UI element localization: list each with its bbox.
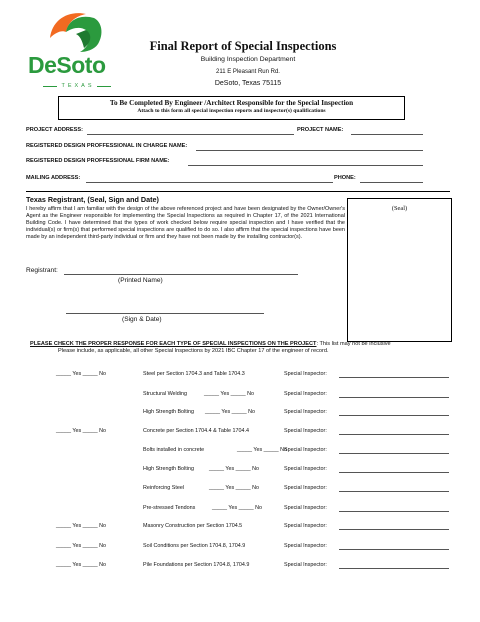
special-inspector-field[interactable] — [339, 397, 449, 398]
inspection-label: Reinforcing Steel — [143, 485, 185, 491]
printed-name-caption: (Printed Name) — [118, 277, 163, 284]
special-inspector-label: Special Inspector: — [284, 485, 327, 491]
seal-label: (Seal) — [391, 205, 408, 212]
special-inspector-field[interactable] — [339, 491, 449, 492]
inspection-sub-yes-no[interactable]: _____ Yes _____ No — [209, 466, 260, 472]
registrant-label: Registrant: — [26, 267, 58, 274]
phone-label: PHONE: — [334, 175, 356, 181]
special-inspector-label: Special Inspector: — [284, 543, 327, 549]
inspection-sub-yes-no[interactable]: _____ Yes _____ No — [209, 485, 260, 491]
inspection-label: Steel per Section 1704.3 and Table 1704.3 — [143, 371, 245, 377]
inspection-label: Masonry Construction per Section 1704.5 — [143, 523, 243, 529]
mailing-address-field[interactable] — [86, 182, 333, 183]
inspection-yes-no[interactable]: _____ Yes _____ No — [56, 543, 107, 549]
inspection-sub-yes-no[interactable]: _____ Yes _____ No — [205, 409, 256, 415]
registered-professional-label: REGISTERED DESIGN PROFFESSIONAL IN CHARGE NAME: — [26, 143, 188, 149]
inspection-yes-no[interactable]: _____ Yes _____ No — [56, 428, 107, 434]
inspection-sub-yes-no[interactable]: _____ Yes _____ No — [212, 505, 263, 511]
special-inspector-field[interactable] — [339, 568, 449, 569]
special-inspector-field[interactable] — [339, 549, 449, 550]
project-name-label: PROJECT NAME: — [297, 127, 344, 133]
registrant-heading: Texas Registrant, (Seal, Sign and Date) — [26, 195, 159, 204]
special-inspector-field[interactable] — [339, 434, 449, 435]
special-inspector-field[interactable] — [339, 529, 449, 530]
department-name: Building Inspection Department — [200, 56, 296, 63]
inspection-label: High Strength Bolting — [143, 409, 194, 415]
inspection-label: Pile Foundations per Section 1704.8, 1704.9 — [143, 562, 250, 568]
address-line1: 211 E Pleasant Run Rd. — [216, 69, 280, 75]
registered-professional-field[interactable] — [196, 150, 423, 151]
special-inspector-field[interactable] — [339, 415, 449, 416]
inspection-label: Concrete per Section 1704.4 & Table 1704.4 — [143, 428, 249, 434]
special-inspector-label: Special Inspector: — [284, 391, 327, 397]
engineer-box-title: To Be Completed By Engineer /Architect Responsible for the Special Inspection — [109, 99, 354, 107]
registered-firm-field[interactable] — [188, 165, 423, 166]
inspection-label: Soil Conditions per Section 1704.8, 1704.9 — [143, 543, 246, 549]
registrant-name-field[interactable] — [64, 274, 298, 275]
special-inspector-label: Special Inspector: — [284, 371, 327, 377]
inspection-sub-yes-no[interactable]: _____ Yes _____ No — [204, 391, 255, 397]
inspection-label: Pre-stressed Tendons — [143, 505, 196, 511]
project-address-field[interactable] — [87, 134, 294, 135]
inspection-label: High Strength Bolting — [143, 466, 194, 472]
logo-wordmark: DeSoto — [28, 52, 106, 78]
signature-field[interactable] — [66, 313, 264, 314]
special-inspector-label: Special Inspector: — [284, 466, 327, 472]
instructions-rest: : This list may not be inclusive — [316, 341, 391, 347]
special-inspector-field[interactable] — [339, 511, 449, 512]
special-inspector-label: Special Inspector: — [284, 562, 327, 568]
engineer-box — [58, 96, 405, 120]
instructions-bold: PLEASE CHECK THE PROPER RESPONSE FOR EACH TYPE OF SPECIAL INSPECTIONS ON THE PROJECT — [30, 341, 317, 347]
instructions-line1 — [30, 341, 391, 347]
inspection-sub-yes-no[interactable]: _____ Yes _____ No — [237, 447, 288, 453]
engineer-box-subtitle: Attach to this form all special inspection reports and inspector(s) qualifications — [137, 108, 326, 114]
special-inspector-field[interactable] — [339, 472, 449, 473]
section-divider — [26, 191, 450, 192]
special-inspector-field[interactable] — [339, 453, 449, 454]
special-inspector-label: Special Inspector: — [284, 523, 327, 529]
page-title: Final Report of Special Inspections — [149, 39, 337, 53]
special-inspector-label: Special Inspector: — [284, 447, 327, 453]
address-line2: DeSoto, Texas 75115 — [214, 80, 282, 87]
sign-date-caption: (Sign & Date) — [122, 316, 162, 323]
registered-firm-label: REGISTERED DESIGN PROFFESSIONAL FIRM NAME: — [26, 158, 170, 164]
inspection-yes-no[interactable]: _____ Yes _____ No — [56, 523, 107, 529]
logo-sub-rule — [32, 82, 122, 90]
special-inspector-field[interactable] — [339, 377, 449, 378]
seal-box — [347, 198, 452, 342]
phone-field[interactable] — [360, 182, 423, 183]
logo-subtext: TEXAS — [61, 83, 95, 89]
inspection-yes-no[interactable]: _____ Yes _____ No — [56, 562, 107, 568]
inspection-label: Bolts installed in concrete — [143, 447, 205, 453]
inspection-label: Structural Welding — [143, 391, 187, 397]
project-address-label: PROJECT ADDRESS: — [26, 127, 83, 133]
mailing-address-label: MAILING ADDRESS: — [26, 175, 81, 181]
inspection-yes-no[interactable]: _____ Yes _____ No — [56, 371, 107, 377]
special-inspector-label: Special Inspector: — [284, 409, 327, 415]
special-inspector-label: Special Inspector: — [284, 505, 327, 511]
instructions-line2: Please include, as applicable, all other Special Inspections by 2021 IBC Chapter 17 of the engineer of record. — [58, 348, 329, 354]
desoto-logo — [28, 8, 128, 94]
desoto-bird-icon — [46, 8, 106, 54]
affirmation-text: I hereby affirm that I am familiar with the design of the above referenced project and have been designated by the Owner/Owner's Agent as the Engineer responsible for implementing the Special Inspections as required in Chapter 17, of the 2021 International Building Code. I have determined that the types of work checked below require special inspection and I have verified that the individual(s) or firm(s) that performed special inspections are qualified to do so. I also affirm that the special inspections have been made by an independent third-party individual or firm and they have not been made by the installing contractor(s). — [26, 206, 345, 240]
special-inspector-label: Special Inspector: — [284, 428, 327, 434]
project-name-field[interactable] — [351, 134, 423, 135]
